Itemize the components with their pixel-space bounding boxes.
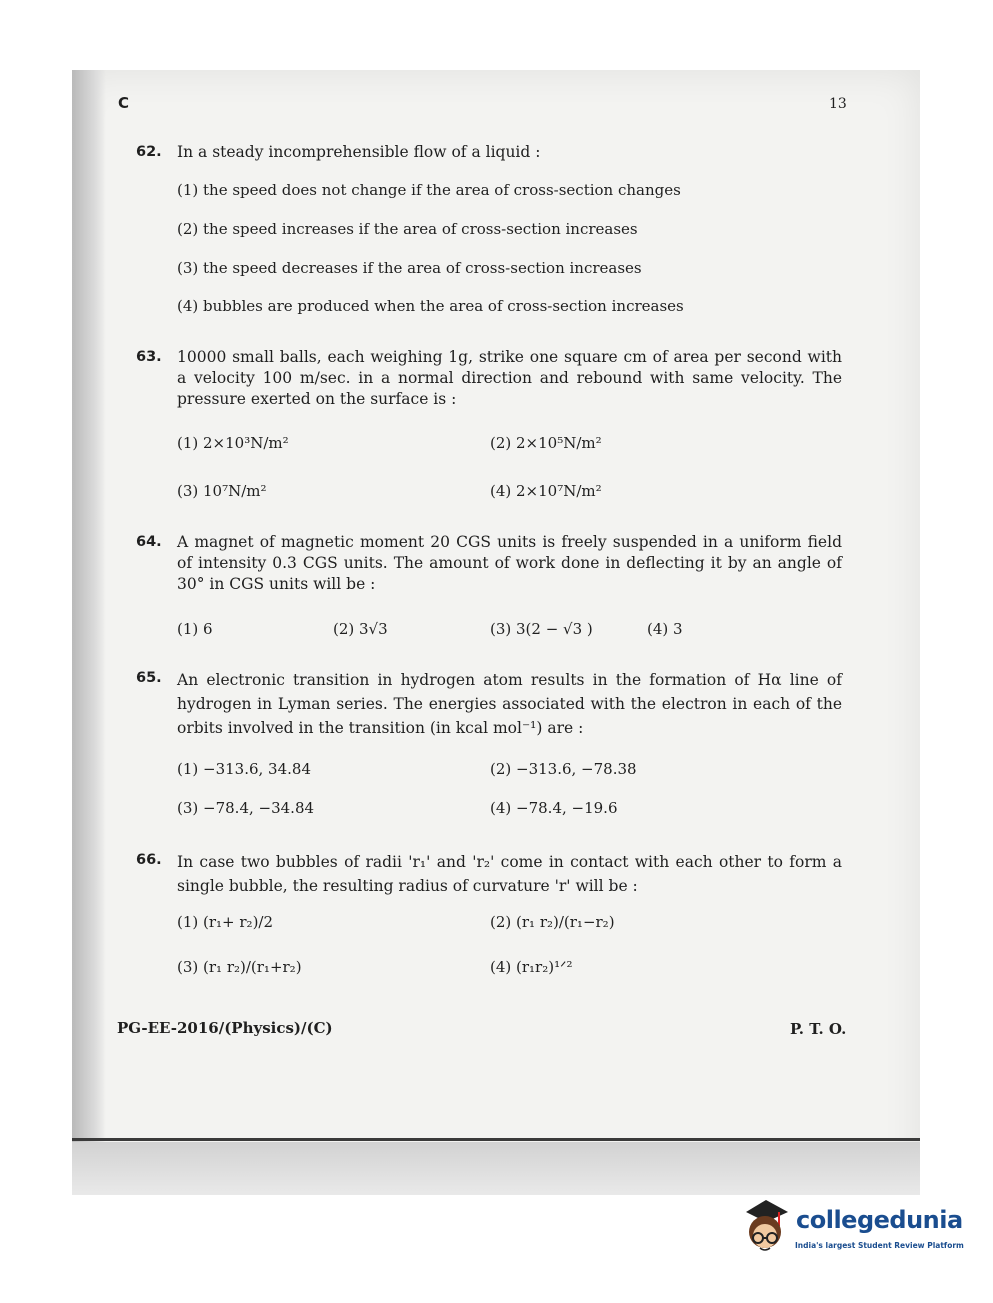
option-1: (1) 2×10³N/m² [177,434,289,452]
option-2: (2) 3√3 [333,620,388,638]
option-3: (3) (r₁ r₂)/(r₁+r₂) [177,958,302,976]
option-4: (4) 2×10⁷N/m² [490,482,602,500]
question-64 [136,532,842,595]
page-number: 13 [829,96,847,112]
question-65 [136,668,842,740]
question-text: A magnet of magnetic moment 20 CGS units is freely suspended in a uniform field of intensity 0.3 CGS units. The amount of work done in deflecting it by an angle of 30° in CGS units will be : [177,533,842,593]
question-number: 64. [136,534,162,550]
option-3: (3) 3(2 − √3 ) [490,620,593,638]
brand-tagline: India's largest Student Review Platform [795,1241,964,1250]
option-1: (1) 6 [177,620,213,638]
question-number: 63. [136,349,162,365]
question-63 [136,347,842,410]
question-number: 62. [136,144,162,160]
question-66 [136,850,842,898]
paper-code: PG-EE-2016/(Physics)/(C) [117,1019,333,1037]
please-turn-over: P. T. O. [790,1020,847,1038]
question-text: 10000 small balls, each weighing 1g, strike one square cm of area per second with a velocity 100 m/sec. in a normal direction and rebound with same velocity. The pressure exerted on the surface is : [177,348,842,408]
question-text: In a steady incomprehensible flow of a liquid : [177,143,541,161]
series-label: C [118,94,130,112]
page-bottom-strip [72,1142,920,1195]
question-number: 66. [136,852,162,868]
collegedunia-logo [738,1198,963,1260]
question-62 [136,142,842,163]
page-bottom-edge [72,1138,920,1141]
option-1: (1) (r₁+ r₂)/2 [177,913,274,931]
option-4: (4) 3 [647,620,683,638]
question-text: In case two bubbles of radii 'r₁' and 'r₂' come in contact with each other to form a single bubble, the resulting radius of curvature 'r' will be : [177,853,842,895]
scan-binding-shadow [72,70,106,1195]
option-4: (4) (r₁r₂)¹ᐟ² [490,958,573,976]
option-2: (2) 2×10⁵N/m² [490,434,602,452]
question-text: An electronic transition in hydrogen atom results in the formation of Hα line of hydrogen in Lyman series. The energies associated with the electron in each of the orbits involved in the transition (in kcal mol⁻¹) are : [177,671,842,737]
mascot-icon [738,1198,794,1260]
option-2: (2) −313.6, −78.38 [490,760,637,778]
option-3: (3) 10⁷N/m² [177,482,267,500]
option-1: (1) −313.6, 34.84 [177,760,312,778]
option-1: (1) the speed does not change if the area of cross-section changes [177,181,681,199]
brand-name: collegedunia [796,1206,963,1234]
option-3: (3) the speed decreases if the area of cross-section increases [177,259,642,277]
option-4: (4) bubbles are produced when the area of cross-section increases [177,297,684,315]
option-3: (3) −78.4, −34.84 [177,799,315,817]
option-2: (2) the speed increases if the area of cross-section increases [177,220,638,238]
question-number: 65. [136,670,162,686]
option-2: (2) (r₁ r₂)/(r₁−r₂) [490,913,615,931]
option-4: (4) −78.4, −19.6 [490,799,618,817]
